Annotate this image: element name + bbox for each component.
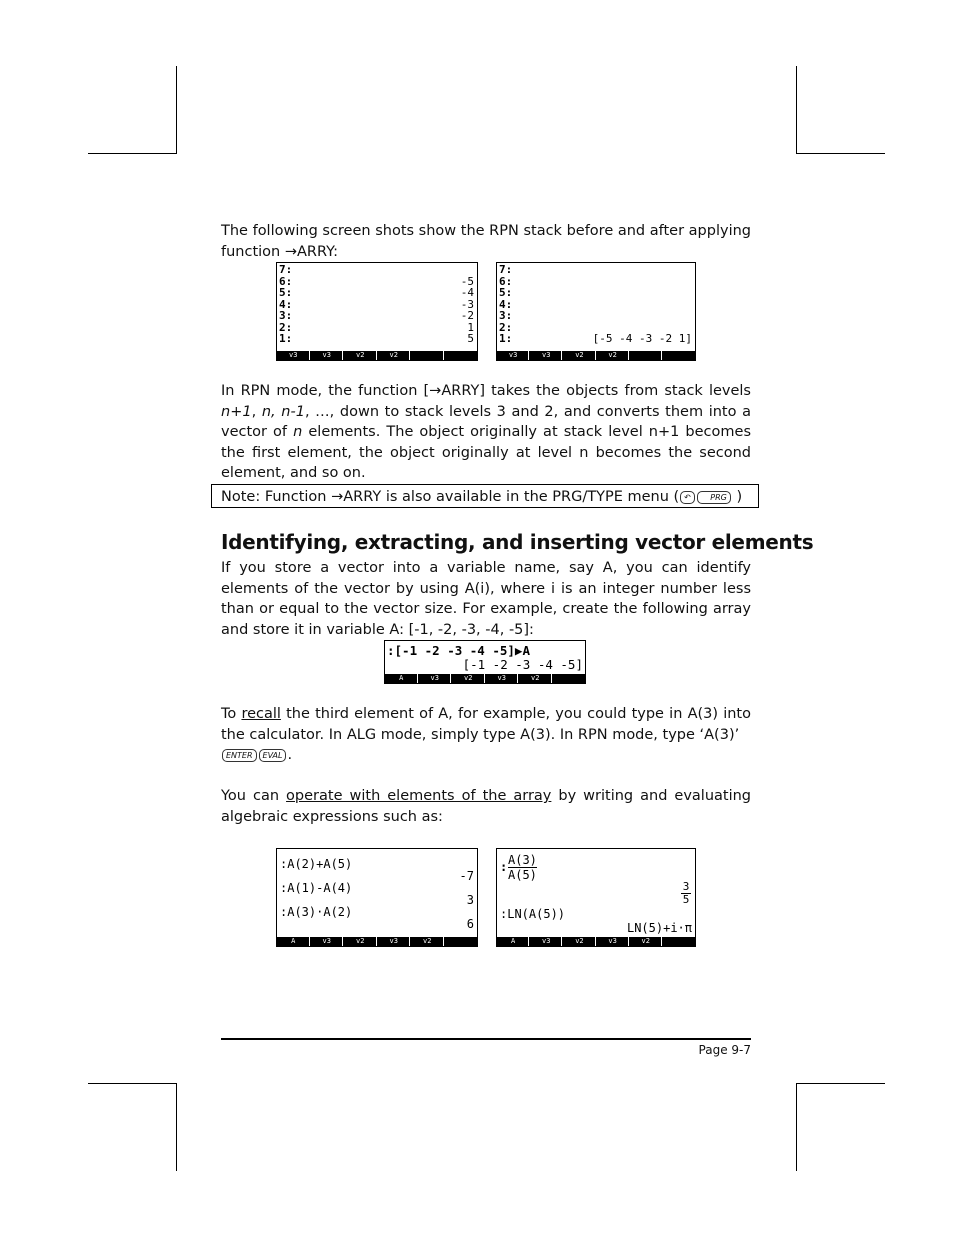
text-run: , …, down to stack levels 3 and 2, and converts them into a vector of bbox=[221, 403, 752, 440]
stack-level bbox=[279, 333, 474, 345]
italic-var: n, bbox=[261, 403, 276, 420]
stack-level-label: 2: bbox=[499, 320, 513, 334]
stack-level-label: 1: bbox=[499, 332, 513, 345]
soft-menu-key[interactable] bbox=[664, 351, 694, 360]
calculator-screen-fraction bbox=[496, 848, 696, 947]
crop-mark bbox=[176, 66, 177, 154]
soft-menu-key[interactable]: v3 bbox=[531, 351, 562, 360]
soft-menu-key[interactable]: v3 bbox=[312, 937, 344, 946]
operate-link[interactable]: operate with elements of the array bbox=[286, 788, 552, 804]
stack-level-label: 5: bbox=[279, 286, 293, 299]
soft-menu-key[interactable]: v2 bbox=[379, 351, 411, 360]
left-shift-key-icon: ↶ bbox=[680, 491, 695, 504]
text-run: . bbox=[287, 747, 293, 763]
text-run: In RPN mode, the function [→ARRY] takes the objects from stack levels bbox=[221, 383, 751, 399]
stack-level bbox=[279, 276, 474, 288]
soft-menu-key[interactable]: v3 bbox=[379, 937, 411, 946]
soft-menu-key[interactable]: v2 bbox=[598, 351, 629, 360]
soft-menu-key[interactable]: v3 bbox=[598, 937, 629, 946]
key-label: EVAL bbox=[262, 751, 283, 760]
crop-mark bbox=[88, 1083, 177, 1084]
section-heading: Identifying, extracting, and inserting vector elements bbox=[221, 530, 814, 554]
enter-key-icon bbox=[222, 749, 257, 762]
crop-mark bbox=[796, 1083, 797, 1171]
result-denominator: 5 bbox=[682, 893, 690, 906]
recall-paragraph bbox=[221, 704, 751, 766]
stack-level-label: 3: bbox=[499, 309, 513, 322]
stack-level-label: 5: bbox=[499, 286, 513, 299]
fraction-result bbox=[681, 881, 691, 906]
stack-level bbox=[279, 287, 474, 299]
stack-level-label: 4: bbox=[499, 297, 513, 311]
text-run: elements. The object originally at stack level n+1 becomes the first element, the object originally at level n becomes the second element, and so on. bbox=[221, 424, 752, 481]
stack-level bbox=[279, 310, 474, 322]
expression-line: :A(3)·A(2) bbox=[280, 905, 353, 919]
key-label: PRG bbox=[710, 493, 727, 502]
recall-link[interactable]: recall bbox=[241, 706, 281, 722]
intro-line-1: The following screen shots show the RPN stack before and after applying bbox=[221, 223, 751, 239]
soft-menu-key[interactable] bbox=[664, 937, 694, 946]
soft-menu-key[interactable] bbox=[554, 674, 585, 683]
expression-result: -7 bbox=[459, 869, 474, 883]
soft-menu-key[interactable]: v2 bbox=[631, 937, 662, 946]
store-result: [-1 -2 -3 -4 -5] bbox=[462, 657, 583, 672]
fraction-numerator: A(3) bbox=[508, 853, 537, 867]
soft-menu-key[interactable]: v3 bbox=[498, 351, 529, 360]
stack-level bbox=[499, 299, 692, 311]
stack-level-label: 3: bbox=[279, 309, 293, 322]
italic-var: n+1 bbox=[221, 403, 252, 420]
operate-paragraph bbox=[221, 786, 751, 827]
stack-level-label: 1: bbox=[279, 332, 293, 345]
soft-menu-key[interactable]: A bbox=[278, 937, 310, 946]
soft-menu-key[interactable]: v3 bbox=[531, 937, 562, 946]
note-close: ) bbox=[731, 489, 743, 505]
page-number: Page 9-7 bbox=[698, 1043, 751, 1057]
stack-level bbox=[499, 310, 692, 322]
crop-mark bbox=[88, 153, 177, 154]
soft-menu-key[interactable]: v3 bbox=[312, 351, 344, 360]
text-run: You can bbox=[221, 788, 287, 804]
expression-line: :A(1)-A(4) bbox=[280, 881, 353, 895]
calculator-screen-before bbox=[276, 262, 478, 361]
stack-level-value: [-5 -4 -3 -2 1] bbox=[592, 332, 692, 345]
soft-menu-bar bbox=[497, 351, 695, 360]
text-run: To bbox=[221, 706, 242, 722]
prg-key-icon bbox=[697, 491, 731, 504]
stack-level bbox=[499, 276, 692, 288]
soft-menu-bar bbox=[277, 351, 477, 360]
stack-level bbox=[499, 264, 692, 276]
stack-level-label: 7: bbox=[499, 263, 513, 276]
text-run: , bbox=[251, 403, 262, 420]
soft-menu-key[interactable] bbox=[631, 351, 662, 360]
stack-level bbox=[499, 333, 692, 345]
store-vector-paragraph: If you store a vector into a variable name, say A, you can identify elements of the vector by using A(i), where i is an integer number less than or equal to the vector size. For example, create the following array and store it in variable A: [-1, -2, -3, -4, -5]: bbox=[221, 560, 751, 638]
soft-menu-bar bbox=[277, 937, 477, 946]
stack-level-label: 6: bbox=[279, 274, 293, 288]
stack-level-value: 5 bbox=[467, 332, 474, 345]
fraction-denominator: A(5) bbox=[508, 868, 537, 882]
prompt-colon: : bbox=[500, 860, 508, 874]
rpn-explanation-paragraph bbox=[221, 381, 751, 484]
intro-paragraph bbox=[221, 221, 751, 262]
note-box bbox=[211, 484, 759, 508]
soft-menu-key[interactable]: v3 bbox=[420, 674, 452, 683]
soft-menu-key[interactable]: A bbox=[386, 674, 418, 683]
stack-level-value: -5 bbox=[460, 274, 474, 288]
crop-mark bbox=[176, 1083, 177, 1171]
soft-menu-key[interactable]: v2 bbox=[345, 937, 377, 946]
italic-var: n bbox=[293, 424, 303, 440]
stack-level-value: -3 bbox=[460, 297, 474, 311]
stack-level bbox=[279, 299, 474, 311]
soft-menu-key[interactable] bbox=[446, 937, 477, 946]
calculator-screen-after bbox=[496, 262, 696, 361]
ln-result: LN(5)+i·π bbox=[626, 921, 692, 935]
stack-level-value: -4 bbox=[460, 286, 474, 299]
soft-menu-key[interactable]: v2 bbox=[520, 674, 552, 683]
soft-menu-key[interactable]: v2 bbox=[453, 674, 485, 683]
store-command: :[-1 -2 -3 -4 -5]▶A bbox=[387, 643, 530, 658]
stack-level-label: 7: bbox=[279, 263, 293, 276]
soft-menu-bar bbox=[497, 937, 695, 946]
stack-level bbox=[499, 287, 692, 299]
crop-mark bbox=[796, 66, 797, 154]
expression-result: 3 bbox=[466, 893, 474, 907]
expression-line: :A(2)+A(5) bbox=[280, 857, 353, 871]
stack-level-label: 4: bbox=[279, 297, 293, 311]
crop-mark bbox=[796, 153, 885, 154]
stack-level-label: 2: bbox=[279, 320, 293, 334]
expression-result: 6 bbox=[466, 917, 474, 931]
soft-menu-key[interactable]: v2 bbox=[564, 351, 595, 360]
intro-line-2: function →ARRY: bbox=[221, 243, 338, 260]
stack-level-value: -2 bbox=[460, 309, 474, 322]
stack-level-value: 1 bbox=[467, 320, 474, 334]
note-text: Note: Function →ARRY is also available in the PRG/TYPE menu ( bbox=[221, 489, 680, 505]
soft-menu-key[interactable]: A bbox=[498, 937, 529, 946]
ln-expression: :LN(A(5)) bbox=[500, 907, 566, 921]
crop-mark bbox=[796, 1083, 885, 1084]
calculator-screen-store bbox=[384, 640, 586, 684]
soft-menu-bar bbox=[385, 674, 585, 683]
stack-levels bbox=[279, 264, 474, 345]
stack-levels bbox=[499, 264, 692, 345]
key-label: ENTER bbox=[226, 751, 253, 760]
soft-menu-key[interactable] bbox=[446, 351, 477, 360]
italic-var: n-1 bbox=[281, 403, 305, 420]
soft-menu-key[interactable]: v3 bbox=[278, 351, 310, 360]
eval-key-icon bbox=[259, 749, 287, 762]
soft-menu-key[interactable] bbox=[412, 351, 444, 360]
soft-menu-key[interactable]: v2 bbox=[564, 937, 595, 946]
text-run: by writing and evaluating algebraic expressions such as: bbox=[221, 788, 751, 825]
calculator-screen-expressions bbox=[276, 848, 478, 947]
text-run: the third element of A, for example, you could type in A(3) into the calculator. In ALG mode, simply type A(3). In RPN mode, type ‘A(3)’ bbox=[221, 706, 751, 743]
stack-level bbox=[279, 322, 474, 334]
soft-menu-key[interactable]: v3 bbox=[487, 674, 519, 683]
soft-menu-key[interactable]: v2 bbox=[345, 351, 377, 360]
result-numerator: 3 bbox=[682, 880, 690, 893]
footer-rule bbox=[221, 1038, 751, 1040]
soft-menu-key[interactable]: v2 bbox=[412, 937, 444, 946]
stack-level bbox=[279, 264, 474, 276]
stack-level-label: 6: bbox=[499, 274, 513, 288]
